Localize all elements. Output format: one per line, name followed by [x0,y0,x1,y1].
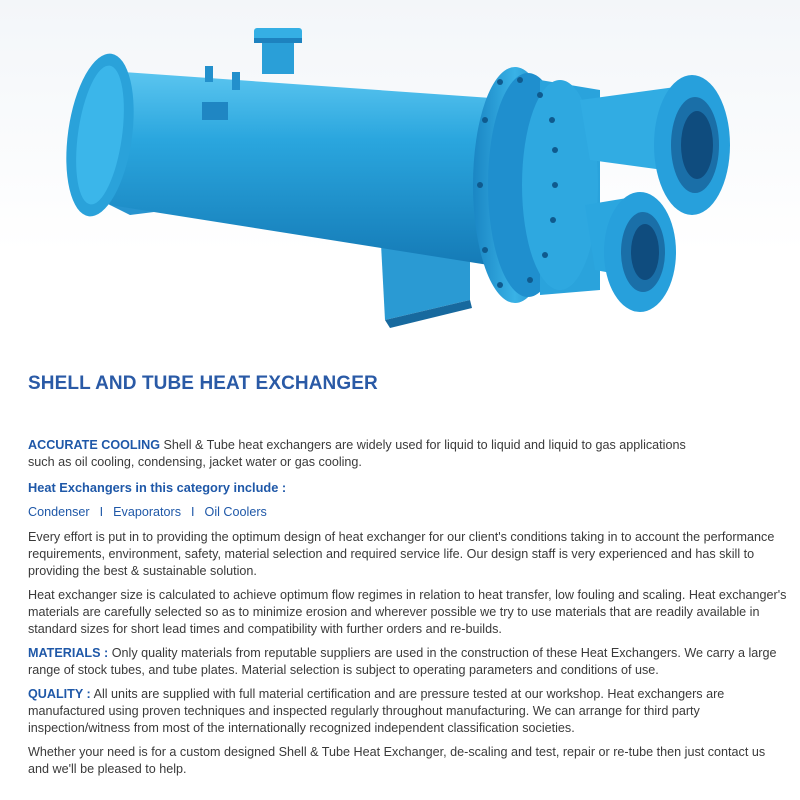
category-separator: I [99,505,104,519]
category-item: Evaporators [113,505,182,519]
category-heading: Heat Exchangers in this category include : [28,480,287,495]
shell-body [85,70,520,270]
size-paragraph: Heat exchanger size is calculated to achieve optimum flow regimes in relation to heat transfer, low fouling and scaling. Heat exchanger's materials are carefully selected so as to minimize erosion and wherever possible we try to use materials that are readily available in standard sizes for short lead times and compatibility with further orders and re-builds. [28,588,787,636]
quality-lead: QUALITY : [28,687,91,701]
materials-lead: MATERIALS : [28,646,109,660]
intro-text-2: such as oil cooling, condensing, jacket water or gas cooling. [28,455,362,469]
category-separator: I [191,505,195,519]
materials-text: Only quality materials from reputable suppliers are used in the construction of these Heat Exchangers. We carry a large range of stock tubes, and tube plates. Material selection is subject to operating parameters and conditions of use. [28,646,777,677]
intro-lead: ACCURATE COOLING [28,438,160,452]
page-title: SHELL AND TUBE HEAT EXCHANGER [28,373,378,394]
intro-paragraph [28,437,788,471]
category-list [28,504,788,521]
quality-text: All units are supplied with full material certification and are pressure tested at our workshop. Heat exchangers are manufactured using proven techniques and inspected regularly throughout manufacturing. We can arrange for third party inspection/witness from most of the internationally recognized independent classification societies. [28,687,725,735]
materials-paragraph [28,645,788,679]
category-item: Oil Coolers [204,505,267,519]
design-paragraph: Every effort is put in to providing the optimum design of heat exchanger for our client's conditions taking in to account the performance requirements, environment, safety, material selection and required service life. Our design staff is very experienced and has skill to providing the best & sustainable solution. [28,530,775,578]
heat-exchanger-illustration [0,0,800,360]
closing-paragraph: Whether your need is for a custom designed Shell & Tube Heat Exchanger, de-scaling and test, repair or re-tube then just contact us and we'll be pleased to help. [28,745,766,776]
quality-paragraph [28,686,788,737]
product-image [0,0,800,360]
intro-text: Shell & Tube heat exchangers are widely used for liquid to liquid and liquid to gas applications [163,438,686,452]
nameplate [202,102,228,120]
document-body [28,437,788,785]
category-item: Condenser [28,505,90,519]
top-nozzle [262,40,294,74]
